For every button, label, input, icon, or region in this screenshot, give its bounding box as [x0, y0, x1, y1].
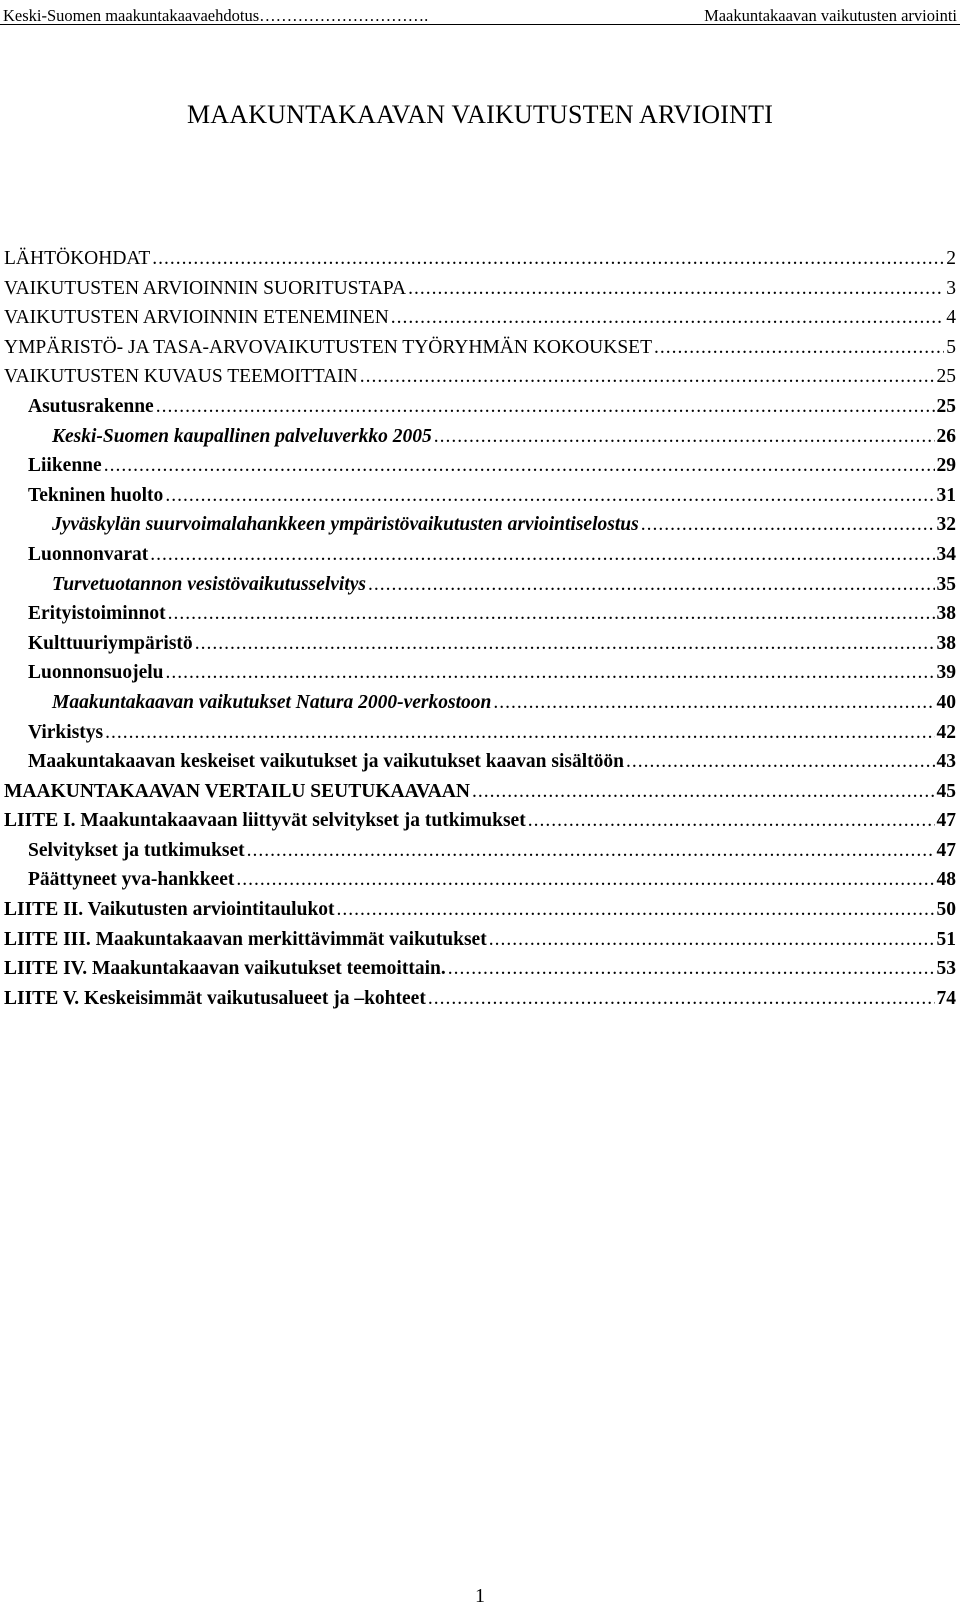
toc-entry-title: LÄHTÖKOHDAT — [4, 248, 151, 269]
toc-dot-leader — [105, 718, 934, 748]
toc-entry-title: LIITE I. Maakuntakaavaan liittyvät selvitykset ja tutkimukset — [4, 810, 526, 832]
toc-dot-leader — [493, 688, 934, 718]
toc-dot-leader — [165, 658, 934, 688]
toc-dot-leader — [165, 481, 934, 511]
toc-entry-page: 2 — [946, 248, 956, 269]
toc-entry-page: 74 — [936, 987, 956, 1009]
page-title: MAAKUNTAKAAVAN VAIKUTUSTEN ARVIOINTI — [186, 100, 774, 129]
toc-entry[interactable] — [4, 925, 956, 955]
toc-entry-title: Asutusrakenne — [28, 395, 154, 417]
toc-entry[interactable] — [4, 806, 956, 836]
toc-entry-title: Luonnonvarat — [28, 543, 149, 565]
toc-entry[interactable] — [4, 836, 956, 866]
toc-dot-leader — [150, 540, 934, 570]
toc-entry-title: Virkistys — [28, 721, 104, 743]
toc-dot-leader — [489, 925, 935, 955]
toc-dot-leader — [641, 510, 935, 540]
toc-entry[interactable] — [4, 747, 956, 777]
toc-entry[interactable] — [4, 718, 956, 748]
toc-entry-title: Maakuntakaavan vaikutukset Natura 2000-verkostoon — [52, 691, 492, 713]
toc-entry-page: 50 — [936, 899, 956, 921]
toc-entry-title: Erityistoiminnot — [28, 603, 166, 625]
toc-entry-page: 25 — [936, 395, 956, 417]
toc-dot-leader — [195, 629, 935, 659]
toc-entry-title: Tekninen huolto — [28, 484, 164, 506]
toc-entry-title: YMPÄRISTÖ- JA TASA-ARVOVAIKUTUSTEN TYÖRYHMÄN KOKOUKSET — [4, 336, 653, 358]
toc-dot-leader — [104, 451, 935, 481]
toc-entry-title: Luonnonsuojelu — [28, 662, 164, 684]
toc-entry-title: LIITE V. Keskeisimmät vaikutusalueet ja –kohteet — [4, 987, 426, 1009]
page-number: 1 — [475, 1585, 485, 1607]
toc-entry[interactable] — [4, 422, 956, 452]
toc-dot-leader — [156, 392, 935, 422]
toc-entry-page: 5 — [946, 336, 956, 358]
toc-entry[interactable] — [4, 392, 956, 422]
toc-entry-title: LIITE II. Vaikutusten arviointitaulukot — [4, 899, 335, 921]
toc-dot-leader — [247, 836, 935, 866]
toc-entry-title: Maakuntakaavan keskeiset vaikutukset ja vaikutukset kaavan sisältöön — [28, 751, 624, 773]
toc-dot-leader — [434, 422, 935, 452]
toc-entry-page: 45 — [936, 780, 956, 802]
toc-entry[interactable] — [4, 865, 956, 895]
toc-entry-page: 48 — [936, 869, 956, 891]
toc-dot-leader — [337, 895, 935, 925]
toc-entry-page: 47 — [936, 810, 956, 832]
toc-entry[interactable] — [4, 274, 956, 304]
toc-entry-title: VAIKUTUSTEN ARVIOINNIN ETENEMINEN — [4, 307, 389, 329]
toc-entry-page: 32 — [936, 514, 956, 536]
toc-entry-title: VAIKUTUSTEN KUVAUS TEEMOITTAIN — [4, 366, 358, 388]
toc-dot-leader — [528, 806, 935, 836]
toc-entry[interactable] — [4, 688, 956, 718]
toc-entry-page: 39 — [936, 662, 956, 684]
toc-dot-leader — [360, 362, 935, 392]
toc-entry[interactable] — [4, 954, 956, 984]
toc-dot-leader — [168, 599, 935, 629]
toc-entry[interactable] — [4, 658, 956, 688]
toc-entry-title: Turvetuotannon vesistövaikutusselvitys — [52, 573, 367, 595]
header-document-title: Keski-Suomen maakuntakaavaehdotus…………………………. — [3, 6, 429, 25]
toc-entry-page: 38 — [936, 632, 956, 654]
toc-entry-page: 53 — [936, 958, 956, 980]
toc-entry-page: 38 — [936, 603, 956, 625]
toc-entry[interactable] — [4, 481, 956, 511]
toc-entry-title: Keski-Suomen kaupallinen palveluverkko 2005 — [52, 425, 432, 447]
toc-entry-page: 43 — [936, 751, 956, 773]
toc-entry-page: 42 — [936, 721, 956, 743]
toc-dot-leader — [428, 984, 935, 1014]
toc-dot-leader — [152, 244, 944, 274]
toc-entry-page: 51 — [936, 928, 956, 950]
toc-entry[interactable] — [4, 629, 956, 659]
toc-entry[interactable] — [4, 244, 956, 274]
table-of-contents — [4, 244, 956, 1013]
toc-entry-title: VAIKUTUSTEN ARVIOINNIN SUORITUSTAPA — [4, 277, 407, 299]
toc-dot-leader — [472, 777, 935, 807]
toc-entry-page: 26 — [936, 425, 956, 447]
toc-entry[interactable] — [4, 599, 956, 629]
toc-dot-leader — [391, 303, 944, 333]
toc-entry-page: 31 — [936, 484, 956, 506]
toc-entry-page: 3 — [946, 277, 956, 299]
toc-entry-page: 40 — [936, 691, 956, 713]
toc-entry-title: Selvitykset ja tutkimukset — [28, 839, 245, 861]
toc-entry-title: Kulttuuriympäristö — [28, 632, 193, 654]
toc-entry-page: 34 — [936, 543, 956, 565]
toc-dot-leader — [408, 274, 944, 304]
toc-entry-title: Jyväskylän suurvoimalahankkeen ympäristövaikutusten arviointiselostus — [52, 514, 639, 536]
toc-entry[interactable] — [4, 540, 956, 570]
toc-dot-leader — [626, 747, 935, 777]
toc-dot-leader — [368, 570, 934, 600]
toc-entry-title: MAAKUNTAKAAVAN VERTAILU SEUTUKAAVAAN — [4, 780, 470, 802]
toc-entry[interactable] — [4, 570, 956, 600]
toc-entry[interactable] — [4, 451, 956, 481]
toc-entry-title: LIITE III. Maakuntakaavan merkittävimmät vaikutukset — [4, 928, 487, 950]
toc-entry-page: 47 — [936, 839, 956, 861]
toc-entry-title: LIITE IV. Maakuntakaavan vaikutukset teemoittain. — [4, 958, 446, 980]
toc-entry-page: 4 — [946, 307, 956, 329]
toc-entry-page: 25 — [936, 366, 956, 388]
toc-entry-title: Päättyneet yva-hankkeet — [28, 869, 235, 891]
toc-dot-leader — [654, 333, 944, 363]
toc-entry[interactable] — [4, 362, 956, 392]
toc-entry[interactable] — [4, 984, 956, 1014]
toc-entry-page: 29 — [936, 455, 956, 477]
header-rule — [0, 24, 960, 25]
toc-entry-title: Liikenne — [28, 455, 102, 477]
header-section-title: Maakuntakaavan vaikutusten arviointi — [704, 6, 957, 25]
toc-entry[interactable] — [4, 510, 956, 540]
toc-entry[interactable] — [4, 333, 956, 363]
toc-dot-leader — [236, 865, 934, 895]
toc-entry[interactable] — [4, 303, 956, 333]
toc-entry[interactable] — [4, 777, 956, 807]
running-header — [3, 0, 957, 26]
toc-dot-leader — [448, 954, 935, 984]
toc-entry[interactable] — [4, 895, 956, 925]
toc-entry-page: 35 — [936, 573, 956, 595]
